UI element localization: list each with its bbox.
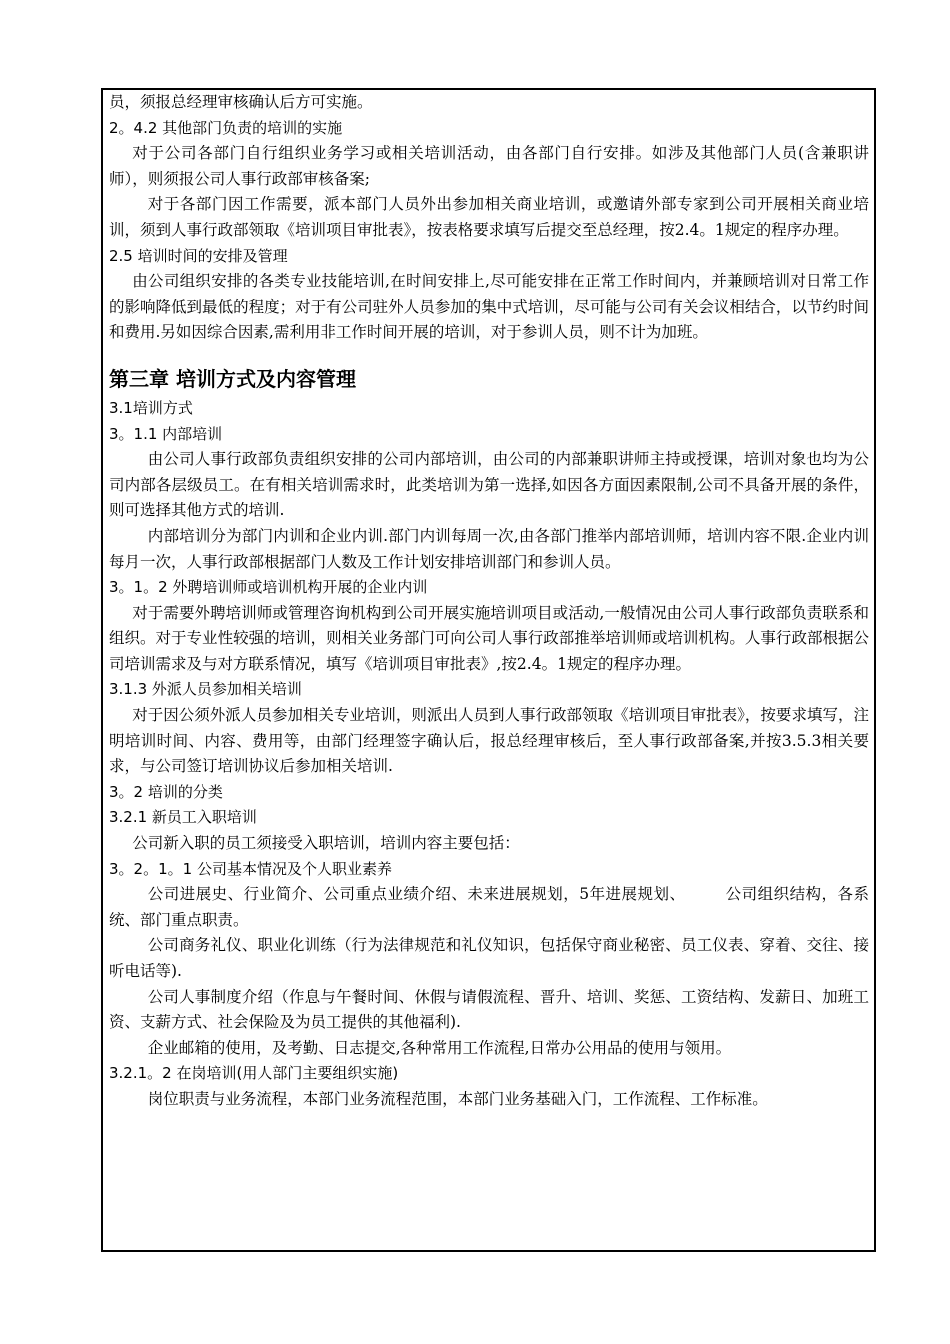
paragraph: 对于需要外聘培训师或管理咨询机构到公司开展实施培训项目或活动,一般情况由公司人事行政部负责联系和组织。对于专业性较强的培训，则相关业务部门可向公司人事行政部推举培训师或培训机构。人事行政部根据公司培训需求及与对方联系情况，填写《培训项目审批表》,按2.4。1规定的程序办理。 xyxy=(109,603,869,673)
paragraph: 公司新入职的员工须接受入职培训，培训内容主要包括： xyxy=(132,834,520,853)
section-heading: 3。1。2 外聘培训师或培训机构开展的企业内训 xyxy=(109,578,428,597)
paragraph: 公司进展史、行业简介、公司重点业绩介绍、未来进展规划，5年进展规划、 公司组织结构，各系统、部门重点职责。 xyxy=(109,885,869,929)
section-heading: 2。4.2 其他部门负责的培训的实施 xyxy=(109,118,343,137)
section-heading: 3。1.1 内部培训 xyxy=(109,424,223,443)
paragraph: 内部培训分为部门内训和企业内训.部门内训每周一次,由各部门推举内部培训师，培训内容不限.企业内训每月一次，人事行政部根据部门人数及工作计划安排培训部门和参训人员。 xyxy=(109,526,869,571)
paragraph: 员，须报总经理审核确认后方可实施。 xyxy=(109,93,373,111)
section-heading: 3.1培训方式 xyxy=(109,398,193,417)
paragraph: 对于各部门因工作需要，派本部门人员外出参加相关商业培训，或邀请外部专家到公司开展相关商业培训，须到人事行政部领取《培训项目审批表》，按表格要求填写后提交至总经理，按2.4。1规定的程序办理。 xyxy=(109,195,869,239)
section-heading: 3.2.1。2 在岗培训(用人部门主要组织实施) xyxy=(109,1064,399,1083)
paragraph: 公司人事制度介绍（作息与午餐时间、休假与请假流程、晋升、培训、奖惩、工资结构、发薪日、加班工资、支薪方式、社会保险及为员工提供的其他福利). xyxy=(109,987,869,1032)
section-heading: 3.2.1 新员工入职培训 xyxy=(109,808,257,827)
paragraph: 对于公司各部门自行组织业务学习或相关培训活动，由各部门自行安排。如涉及其他部门人员(含兼职讲师），则须报公司人事行政部审核备案; xyxy=(109,144,869,188)
section-heading: 2.5 培训时间的安排及管理 xyxy=(109,246,288,265)
section-heading: 3。2。1。1 公司基本情况及个人职业素养 xyxy=(109,859,392,878)
paragraph: 岗位职责与业务流程，本部门业务流程范围，本部门业务基础入门，工作流程、工作标准。 xyxy=(147,1089,768,1108)
section-heading: 3。2 培训的分类 xyxy=(109,782,223,801)
document-body xyxy=(109,90,869,1113)
paragraph: 公司商务礼仪、职业化训练（行为法律规范和礼仪知识，包括保守商业秘密、员工仪表、穿着、交往、接听电话等). xyxy=(109,936,869,980)
paragraph: 由公司组织安排的各类专业技能培训,在时间安排上,尽可能安排在正常工作时间内，并兼顾培训对日常工作的影响降低到最低的程度；对于有公司驻外人员参加的集中式培训，尽可能与公司有关会议相结合，以节约时间和费用.另如因综合因素,需利用非工作时间开展的培训，对于参训人员，则不计为加班。 xyxy=(109,272,869,342)
paragraph: 由公司人事行政部负责组织安排的公司内部培训，由公司的内部兼职讲师主持或授课，培训对象也均为公司内部各层级员工。在有相关培训需求时，此类培训为第一选择,如因各方面因素限制,公司不具备开展的条件，则可选择其他方式的培训. xyxy=(109,450,869,520)
chapter-title: 第三章 培训方式及内容管理 xyxy=(109,366,356,391)
section-heading: 3.1.3 外派人员参加相关培训 xyxy=(109,680,302,699)
paragraph: 对于因公须外派人员参加相关专业培训，则派出人员到人事行政部领取《培训项目审批表》，按要求填写，注明培训时间、内容、费用等，由部门经理签字确认后，报总经理审核后，至人事行政部备案,并按3.5.3相关要求，与公司签订培训协议后参加相关培训. xyxy=(109,706,869,776)
paragraph: 企业邮箱的使用，及考勤、日志提交,各种常用工作流程,日常办公用品的使用与领用。 xyxy=(147,1038,732,1057)
